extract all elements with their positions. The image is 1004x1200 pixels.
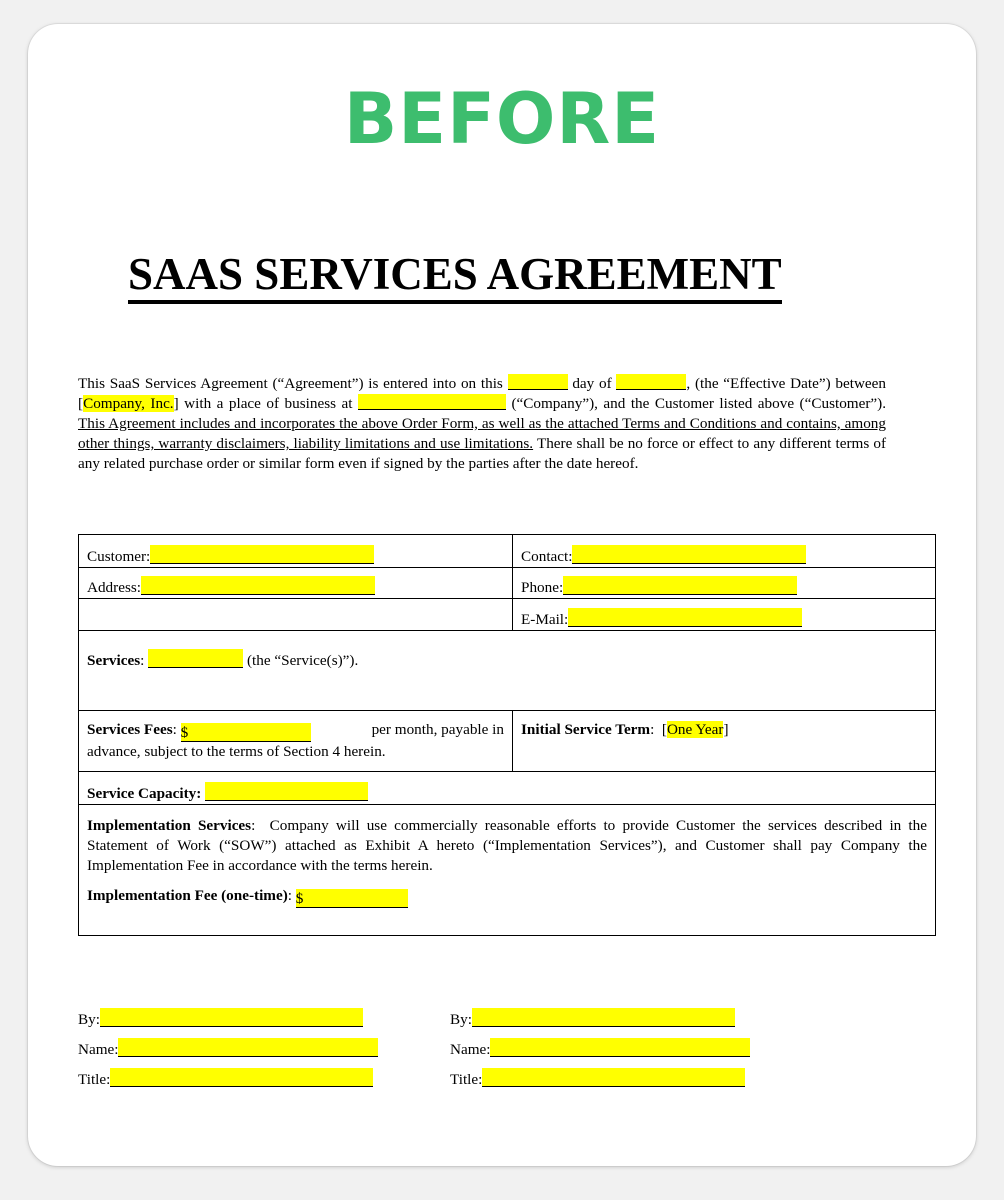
title-field-right[interactable] bbox=[482, 1068, 745, 1087]
fees-term-row: Services Fees: $ per month, payable in advance, subject to the terms of Section 4 herein. Initial Service Term: [One Year] bbox=[79, 711, 935, 772]
title-label-right: Title: bbox=[450, 1071, 483, 1088]
order-form-table bbox=[78, 534, 936, 936]
term-value[interactable]: One Year bbox=[666, 721, 724, 738]
fees-terms-text: advance, subject to the terms of Section 4 herein. bbox=[87, 743, 386, 760]
business-address-blank[interactable] bbox=[358, 394, 506, 410]
services-suffix: (the “Service(s)”). bbox=[246, 652, 359, 669]
name-label-right: Name: bbox=[450, 1041, 491, 1058]
customer-contact-row bbox=[79, 535, 935, 568]
by-label-right: By: bbox=[450, 1011, 472, 1028]
month-blank[interactable] bbox=[616, 374, 686, 390]
services-row: Services: (the “Service(s)”). bbox=[79, 631, 935, 711]
impl-fee-label: Implementation Fee (one-time) bbox=[87, 887, 288, 904]
customer-label: Customer: bbox=[87, 548, 151, 565]
fees-label: Services Fees bbox=[87, 721, 173, 738]
capacity-label: Service Capacity: bbox=[87, 785, 202, 802]
term-label: Initial Service Term bbox=[521, 721, 651, 738]
implementation-row: Implementation Services: Company will use commercially reasonable efforts to provide Customer the services described in the Statement of Work (“SOW”) attached as Exhibit A hereto (“Implementation Services”), and Customer shall pay Company the Implementation Fee in accordance with the terms herein. Implementation Fee (one-time): $ bbox=[87, 817, 927, 907]
address-label: Address: bbox=[87, 579, 141, 596]
phone-field[interactable] bbox=[563, 576, 797, 595]
capacity-row bbox=[79, 772, 935, 805]
intro-paragraph: This SaaS Services Agreement (“Agreement”) is entered into on this day of , (the “Effective Date”) between [Company, Inc.] with a place of business at (“Company”), and the Customer listed above (“Customer”). This Agreement includes and incorporates the above Order Form, as well as the attached Terms and Conditions and contains, among other things, warranty disclaimers, liability limitations and use limitations. There shall be no force or effect to any different terms of any related purchase order or similar form even if signed by the parties after the date hereof. bbox=[78, 375, 887, 472]
name-field-left[interactable] bbox=[118, 1038, 378, 1057]
by-field-left[interactable] bbox=[100, 1008, 363, 1027]
day-blank[interactable] bbox=[508, 374, 568, 390]
impl-fee-field[interactable]: $ bbox=[296, 889, 408, 908]
document-title: SAAS SERVICES AGREEMENT bbox=[128, 248, 782, 304]
implementation-text: Implementation Services: Company will use commercially reasonable efforts to provide Customer the services described in the Statement of Work (“SOW”) attached as Exhibit A hereto (“Implementation Services”), and Customer shall pay Company the Implementation Fee in accordance with the terms herein. bbox=[87, 817, 927, 874]
phone-label: Phone: bbox=[521, 579, 564, 596]
document-card bbox=[28, 24, 976, 1166]
by-label-left: By: bbox=[78, 1011, 100, 1028]
fees-text: per month, payable in bbox=[371, 721, 504, 738]
services-field[interactable] bbox=[148, 649, 243, 668]
services-label: Services bbox=[87, 652, 141, 669]
fees-field[interactable]: $ bbox=[181, 723, 311, 742]
customer-field[interactable] bbox=[150, 545, 374, 564]
title-field-left[interactable] bbox=[110, 1068, 373, 1087]
email-row bbox=[79, 599, 935, 631]
title-label-left: Title: bbox=[78, 1071, 111, 1088]
email-label: E-Mail: bbox=[521, 611, 569, 628]
address-field[interactable] bbox=[141, 576, 375, 595]
email-field[interactable] bbox=[568, 608, 802, 627]
capacity-field[interactable] bbox=[205, 782, 368, 801]
contact-label: Contact: bbox=[521, 548, 573, 565]
incorporation-clause: This Agreement includes and incorporates the above Order Form, as well as the attached Terms and Conditions and contains, among other things, warranty disclaimers, liability limitations and use limitations. bbox=[78, 415, 886, 452]
name-field-right[interactable] bbox=[490, 1038, 750, 1057]
by-field-right[interactable] bbox=[472, 1008, 735, 1027]
company-name-placeholder[interactable]: Company, Inc. bbox=[83, 395, 174, 412]
name-label-left: Name: bbox=[78, 1041, 119, 1058]
address-phone-row bbox=[79, 568, 935, 599]
before-banner: BEFORE bbox=[343, 78, 661, 160]
contact-field[interactable] bbox=[572, 545, 806, 564]
